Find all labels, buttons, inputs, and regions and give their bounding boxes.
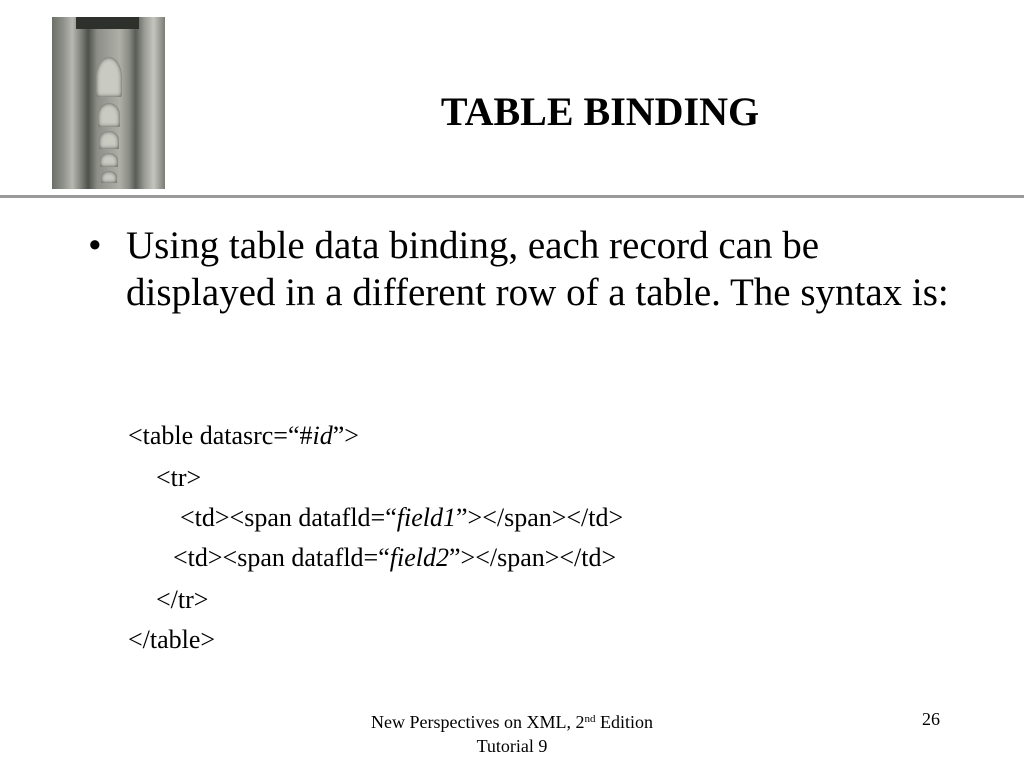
footer-text: Edition — [595, 712, 653, 732]
photo-arch — [101, 171, 117, 183]
code-text: <table datasrc=“# — [128, 421, 313, 450]
slide-footer — [300, 707, 724, 758]
page-number: 26 — [922, 709, 940, 729]
code-placeholder: id — [312, 421, 333, 450]
code-text: <td><span datafld=“ — [180, 503, 397, 532]
code-text: <tr> — [156, 463, 202, 492]
title-divider — [0, 195, 1024, 198]
footer-book-title — [300, 707, 724, 734]
photo-arch — [96, 57, 122, 97]
code-text: ”></span></td> — [448, 543, 617, 572]
footer-tutorial: Tutorial 9 — [476, 736, 548, 756]
photo-top-beam — [76, 17, 139, 29]
code-line-table-close — [128, 624, 215, 656]
code-line-td-1 — [180, 502, 623, 534]
code-line-table-open — [128, 420, 359, 452]
photo-arch — [100, 153, 118, 167]
bullet-marker: • — [88, 224, 102, 267]
code-text: </table> — [128, 625, 216, 654]
footer-text: New Perspectives on XML, 2 — [371, 712, 585, 732]
photo-arch — [99, 131, 119, 149]
code-placeholder: field2 — [389, 543, 449, 572]
bullet-text: Using table data binding, each record can be displayed in a different row of a table. The syntax is: — [126, 224, 949, 314]
code-text: <td><span datafld=“ — [173, 543, 390, 572]
code-text: ”></span></td> — [455, 503, 624, 532]
photo-arch — [98, 103, 120, 127]
code-line-tr-close — [156, 584, 208, 616]
slide-title: TABLE BINDING — [440, 89, 760, 134]
code-line-tr-open — [156, 462, 201, 494]
code-line-td-2 — [173, 542, 616, 574]
code-text: ”> — [332, 421, 359, 450]
code-text: </tr> — [156, 585, 209, 614]
code-placeholder: field1 — [396, 503, 456, 532]
footer-superscript: nd — [584, 713, 596, 725]
bridge-photo — [52, 17, 165, 189]
